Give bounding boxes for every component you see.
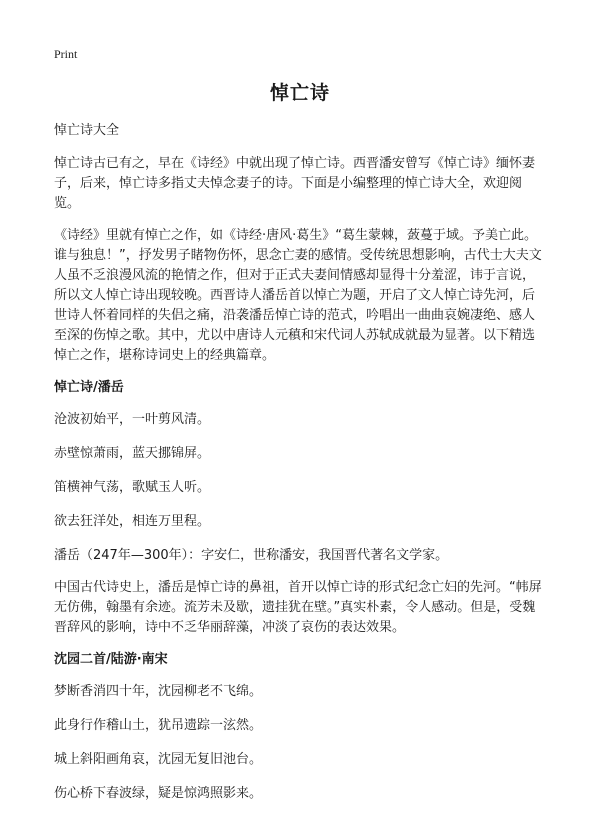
- article-subtitle: 悼亡诗大全: [54, 123, 120, 138]
- commentary-paragraph: 中国古代诗史上，潘岳是悼亡诗的鼻祖，首开以悼亡诗的形式纪念亡妇的先河。“帏屏无仿佛，翰墨有余迹。流芳未及歇，遗挂犹在壁。”真实朴素，令人感动。但是，受魏晋辞风的影响，诗中不乏华丽辞藻，冲淡了哀伤的表达效果。: [54, 580, 542, 635]
- poem-line: 笛横神气荡，歌赋玉人听。: [54, 480, 211, 495]
- intro-paragraph-1: 悼亡诗古已有之，早在《诗经》中就出现了悼亡诗。西晋潘安曾写《悼亡诗》缅怀妻子，后来，悼亡诗多指丈夫悼念妻子的诗。下面是小编整理的悼亡诗大全，欢迎阅览。: [54, 156, 536, 211]
- article-body: [54, 121, 546, 818]
- intro-paragraph-2: 《诗经》里就有悼亡之作，如《诗经·唐风·葛生》“葛生蒙棘，蔹蔓于域。予美亡此。谁与独息！”，抒发男子睹物伤怀，思念亡妻的感情。受传统思想影响，古代士大夫文人虽不乏浪漫风流的艳情之作，但对于正式夫妻间情感却显得十分羞涩，讳于言说，所以文人悼亡诗出现较晚。西晋诗人潘岳首以悼亡为题，开启了文人悼亡诗先河，后世诗人怀着同样的失侣之痛，沿袭潘岳悼亡诗的范式，吟唱出一曲曲哀婉凄绝、感人至深的伤悼之歌。其中，尤以中唐诗人元稹和宋代词人苏轼成就最为显著。以下精选悼亡之作，堪称诗词史上的经典篇章。: [54, 228, 542, 363]
- print-link[interactable]: Print: [54, 47, 78, 61]
- poem-line: 赤壁惊萧雨，蓝天挪锦屏。: [54, 446, 211, 461]
- poem-line: 此身行作稽山土，犹吊遗踪一泫然。: [54, 718, 263, 733]
- poem-line: 沧波初始平，一叶剪风清。: [54, 412, 211, 427]
- poem-line: 伤心桥下春波绿，疑是惊鸿照影来。: [54, 786, 263, 801]
- poem-line: 城上斜阳画角哀，沈园无复旧池台。: [54, 752, 263, 767]
- page-title: 悼亡诗: [269, 82, 330, 104]
- section-heading-lu-you: 沈园二首/陆游·南宋: [54, 652, 168, 667]
- poem-line: 梦断香消四十年，沈园柳老不飞绵。: [54, 684, 263, 699]
- section-heading-pan-yue: 悼亡诗/潘岳: [54, 380, 124, 395]
- poem-line: 欲去狂洋处，相连万里程。: [54, 514, 211, 529]
- author-note: 潘岳（247年—300年）：字安仁，世称潘安，我国晋代著名文学家。: [54, 548, 449, 563]
